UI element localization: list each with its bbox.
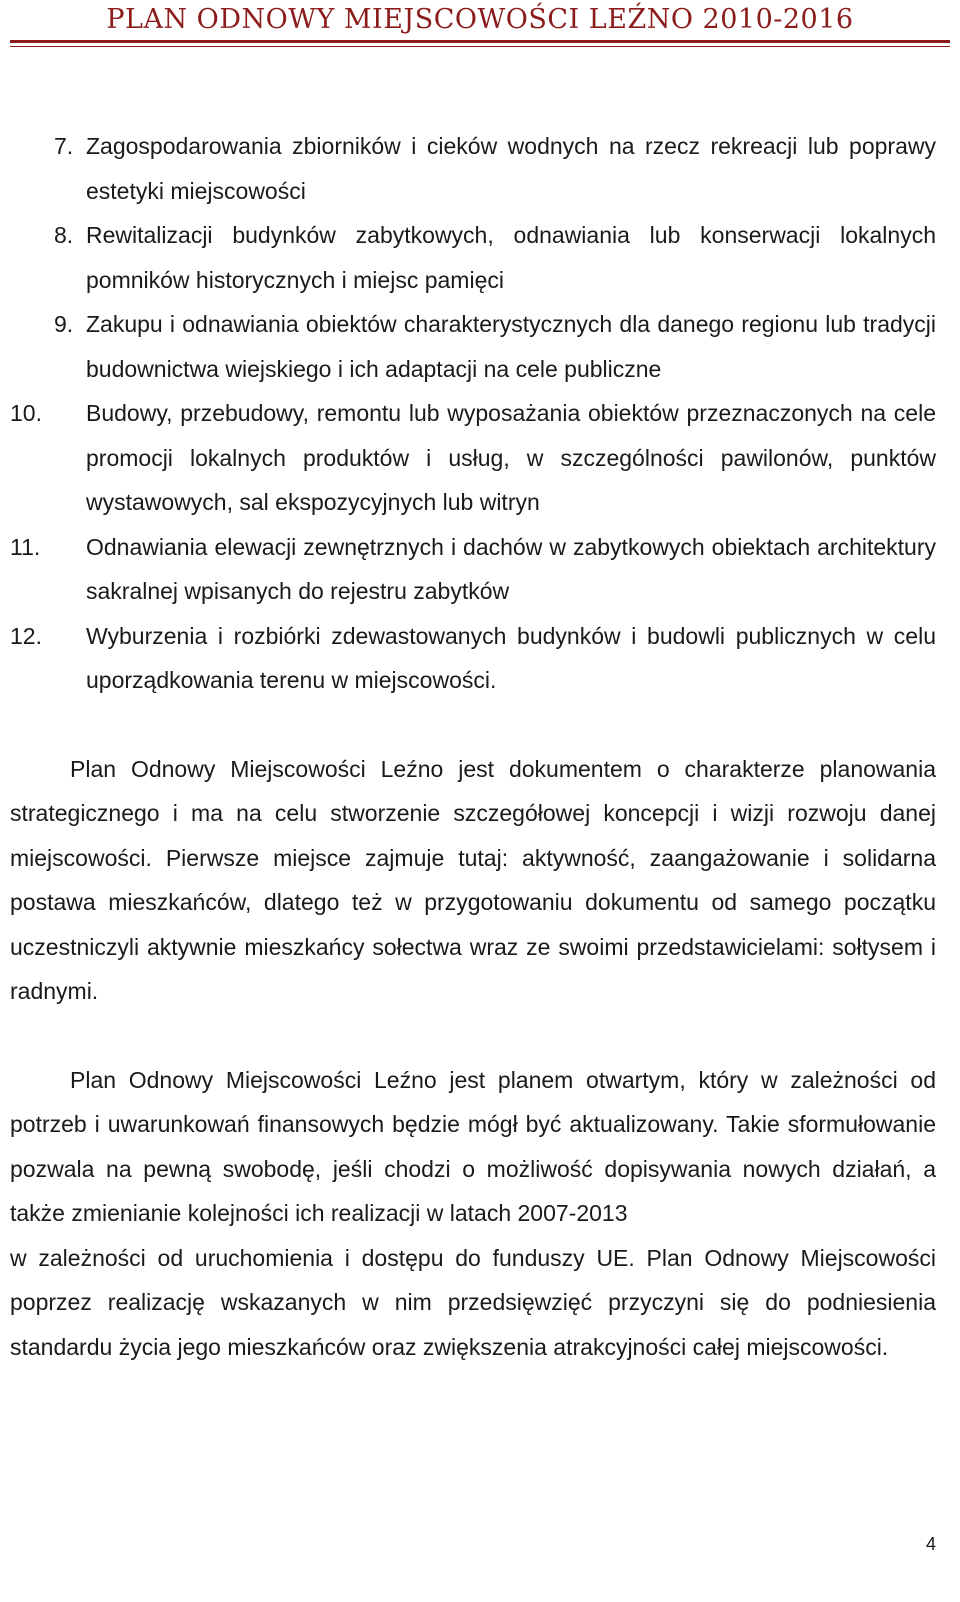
- document-title: PLAN ODNOWY MIEJSCOWOŚCI LEŹNO 2010-2016: [106, 4, 854, 35]
- paragraph-open-plan: Plan Odnowy Miejscowości Leźno jest planem otwartym, który w zależności od potrzeb i uwarunkowań finansowych będzie mógł być aktualizowany. Takie sformułowanie pozwala na pewną swobodę, jeśli chodzi o możliwość dopisywania nowych działań, a także zmienianie kolejności ich realizacji w latach 2007-2013: [10, 1066, 936, 1226]
- list-item-number: 10.: [10, 400, 42, 426]
- paragraph-continuation: w zależności od uruchomienia i dostępu do funduszy UE. Plan Odnowy Miejscowości poprzez realizację wskazanych w nim przedsięwzięć przyczyni się do podniesienia standardu życia jego mieszkańców oraz zwiększenia atrakcyjności całej miejscowości.: [10, 1244, 936, 1360]
- header-rule-thin: [10, 46, 950, 47]
- list-item-text: Odnawiania elewacji zewnętrznych i dachów w zabytkowych obiektach architektury sakralnej wpisanych do rejestru zabytków: [86, 533, 936, 604]
- list-item-number: 12.: [10, 622, 42, 649]
- list-item-text: Rewitalizacji budynków zabytkowych, odnawiania lub konserwacji lokalnych pomników historycznych i miejsc pamięci: [86, 222, 936, 293]
- page-header: [0, 0, 960, 44]
- list-item: [10, 614, 936, 703]
- list-item-number: 9.: [54, 311, 74, 337]
- list-item-text: Zagospodarowania zbiorników i cieków wodnych na rzecz rekreacji lub poprawy estetyki miejscowości: [86, 133, 936, 204]
- header-rule-thick: [10, 40, 950, 43]
- page-number: 4: [925, 1534, 936, 1554]
- list-item: [10, 213, 936, 302]
- list-item-number: 8.: [54, 222, 74, 248]
- list-item: [10, 124, 936, 213]
- spacer: [10, 1014, 936, 1058]
- document-body: [10, 124, 936, 1369]
- list-item-number: 7.: [54, 133, 74, 159]
- spacer: [10, 703, 936, 747]
- list-item: [10, 525, 936, 614]
- list-item: [10, 302, 936, 391]
- list-item-text: Zakupu i odnawiania obiektów charakterystycznych dla danego regionu lub tradycji budownictwa wiejskiego i ich adaptacji na cele publiczne: [86, 311, 936, 382]
- list-item-number: 11.: [10, 533, 41, 560]
- numbered-list: [10, 124, 936, 703]
- list-item-text: Wyburzenia i rozbiórki zdewastowanych budynków i budowli publicznych w celu uporządkowania terenu w miejscowości.: [86, 622, 936, 693]
- list-item-text: Budowy, przebudowy, remontu lub wyposażania obiektów przeznaczonych na cele promocji lokalnych produktów i usług, w szczególności pawilonów, punktów wystawowych, sal ekspozycyjnych lub witryn: [86, 400, 936, 515]
- paragraph-intro: Plan Odnowy Miejscowości Leźno jest dokumentem o charakterze planowania strategicznego i ma na celu stworzenie szczegółowej koncepcji i wizji rozwoju danej miejscowości. Pierwsze miejsce zajmuje tutaj: aktywność, zaangażowanie i solidarna postawa mieszkańców, dlatego też w przygotowaniu dokumentu od samego początku uczestniczyli aktywnie mieszkańcy sołectwa wraz ze swoimi przedstawicielami: sołtysem i radnymi.: [10, 755, 936, 1004]
- list-item: [10, 391, 936, 525]
